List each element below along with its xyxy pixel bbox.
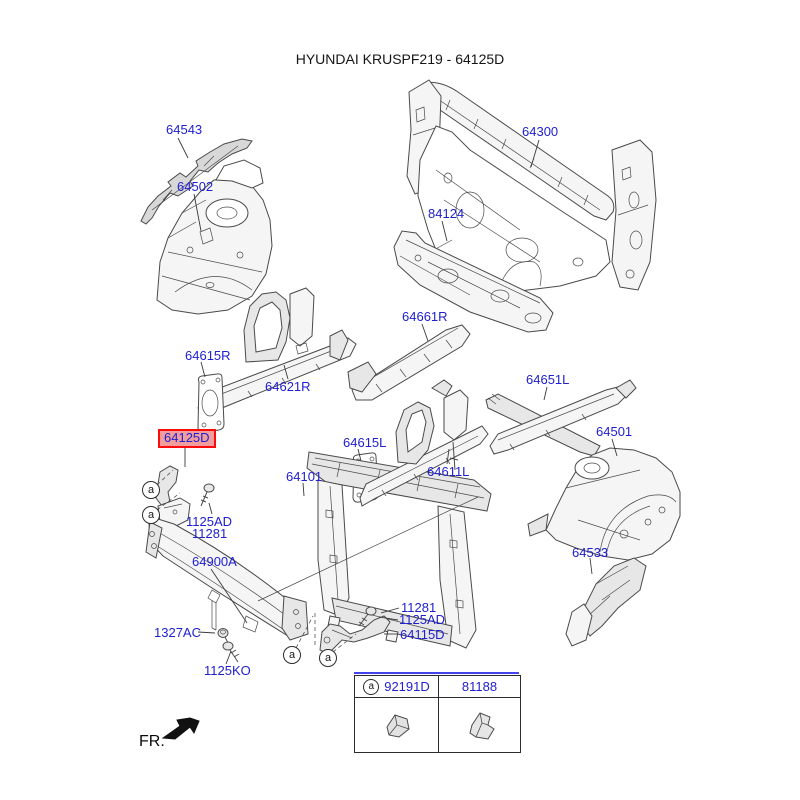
callout-a-4: a — [319, 649, 337, 667]
part-label-64900A[interactable]: 64900A — [192, 554, 237, 569]
part-label-64125D-highlighted[interactable]: 64125D — [158, 429, 216, 448]
clip-icon-92191d — [377, 703, 417, 743]
part-label-64501[interactable]: 64501 — [596, 424, 633, 439]
part-label-64621R[interactable]: 64621R — [265, 379, 311, 394]
part-label-11281[interactable]: 11281 — [192, 526, 228, 541]
legend-part-number[interactable]: 92191D — [384, 679, 430, 694]
part-drawing-64661R[interactable] — [348, 325, 470, 400]
legend-icon-cell-92191D — [355, 698, 439, 753]
fr-direction-label: FR. — [139, 733, 165, 750]
part-drawing-bolt-1125AD-upper[interactable] — [201, 484, 214, 506]
part-drawing-64125D[interactable] — [156, 466, 190, 528]
part-label-1125KO[interactable]: 1125KO — [204, 663, 251, 678]
part-label-64615L[interactable]: 64615L — [343, 435, 387, 450]
part-label-64115D[interactable]: 64115D — [400, 627, 445, 642]
part-label-1125AD[interactable]: 1125AD — [186, 514, 233, 529]
legend-cell-92191D[interactable] — [355, 676, 439, 698]
part-drawing-64533[interactable] — [566, 558, 646, 646]
part-label-84124[interactable]: 84124 — [428, 206, 465, 221]
fastener-legend — [354, 672, 521, 753]
clip-icon-81188 — [460, 703, 500, 743]
part-label-11281[interactable]: 11281 — [401, 600, 437, 615]
callout-a-2: a — [142, 506, 160, 524]
legend-cell-81188[interactable] — [439, 676, 521, 698]
part-label-64615R[interactable]: 64615R — [185, 348, 231, 363]
legend-part-number[interactable]: 81188 — [461, 679, 498, 694]
part-label-1125AD[interactable]: 1125AD — [399, 612, 446, 627]
fr-arrow-icon — [163, 718, 199, 739]
part-label-64543[interactable]: 64543 — [166, 122, 203, 137]
legend-top-highlight-line — [354, 672, 519, 674]
part-label-64101[interactable]: 64101 — [286, 469, 323, 484]
part-drawing-bolt-1327AC[interactable] — [218, 629, 228, 644]
part-label-64651L[interactable]: 64651L — [526, 372, 570, 387]
part-label-64300[interactable]: 64300 — [522, 124, 559, 139]
part-drawing-64615R[interactable] — [198, 374, 224, 432]
callout-a-1: a — [142, 481, 160, 499]
fastener-legend-table — [354, 675, 521, 753]
part-label-64611L[interactable]: 64611L — [427, 464, 470, 479]
part-label-64502[interactable]: 64502 — [177, 179, 214, 194]
legend-icon-cell-81188 — [439, 698, 521, 753]
part-drawing-64501[interactable] — [528, 448, 680, 560]
part-label-64661R[interactable]: 64661R — [402, 309, 448, 324]
part-label-1327AC[interactable]: 1327AC — [154, 625, 201, 640]
callout-a-3: a — [283, 646, 301, 664]
page-title: HYUNDAI KRUSPF219 - 64125D — [295, 51, 505, 67]
part-label-64533[interactable]: 64533 — [572, 545, 609, 560]
callout-a-legend: a — [363, 679, 379, 695]
